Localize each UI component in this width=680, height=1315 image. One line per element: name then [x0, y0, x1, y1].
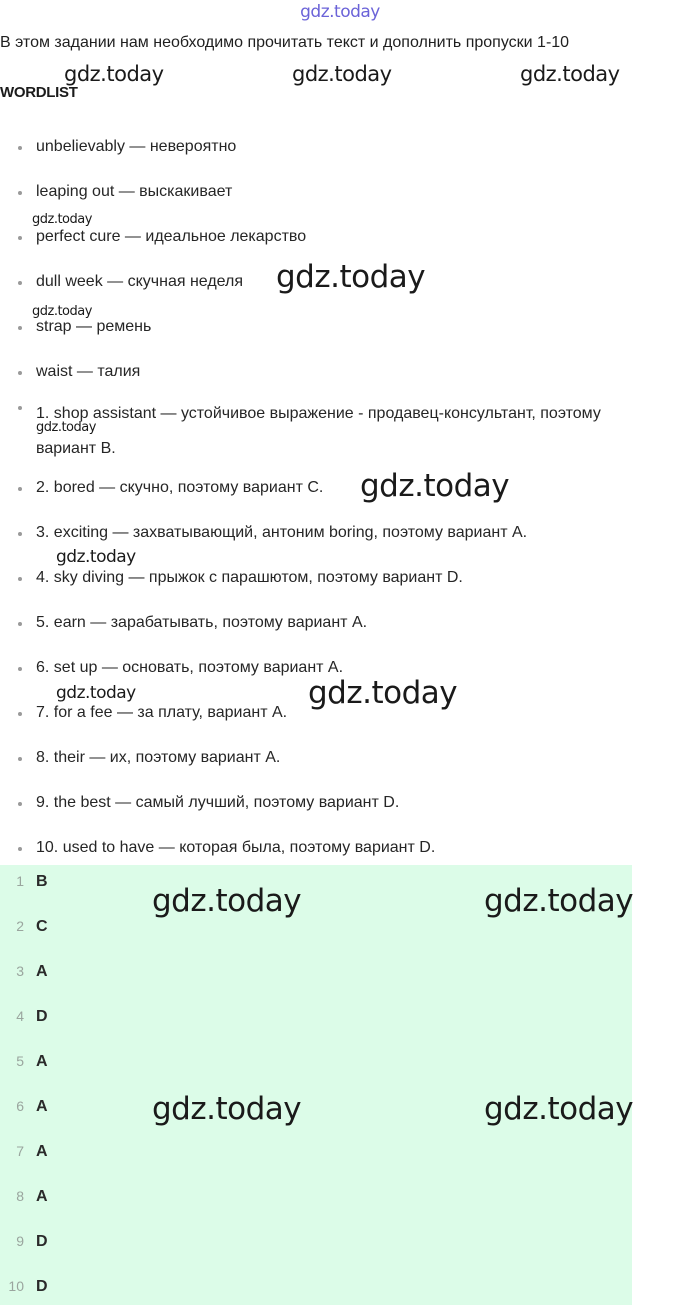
- row-number: 1: [16, 873, 24, 889]
- wordlist-heading: WORDLIST: [0, 84, 78, 101]
- answer-value: A: [36, 1188, 48, 1205]
- answer-value: A: [36, 1053, 48, 1070]
- table-row: [0, 865, 632, 910]
- watermark: gdz.today: [292, 62, 392, 86]
- list-item: 10. used to have — которая была, поэтому вариант D.: [18, 837, 658, 859]
- row-number: 7: [16, 1143, 24, 1159]
- answer-table: [0, 865, 632, 1305]
- watermark: gdz.today: [32, 304, 92, 319]
- watermark: gdz.today: [152, 1091, 302, 1127]
- list-item: perfect cure — идеальное лекарство: [18, 226, 658, 248]
- table-row: [0, 1180, 632, 1225]
- table-row: [0, 910, 632, 955]
- watermark: gdz.today: [56, 683, 136, 703]
- table-row: [0, 1135, 632, 1180]
- list-item: unbelievably — невероятно: [18, 136, 658, 158]
- watermark: gdz.today: [56, 547, 136, 567]
- watermark: gdz.today: [484, 1091, 634, 1127]
- list-item: 8. their — их, поэтому вариант A.: [18, 747, 658, 769]
- list-item: strap — ремень: [18, 316, 658, 338]
- table-row: [0, 955, 632, 1000]
- row-number: 9: [16, 1233, 24, 1249]
- answer-value: B: [36, 873, 48, 890]
- row-number: 3: [16, 963, 24, 979]
- watermark: gdz.today: [520, 62, 620, 86]
- watermark: gdz.today: [36, 420, 96, 435]
- watermark: gdz.today: [64, 62, 164, 86]
- row-number: 10: [8, 1278, 24, 1294]
- row-number: 6: [16, 1098, 24, 1114]
- table-row: [0, 1000, 632, 1045]
- site-logo[interactable]: gdz.today: [300, 2, 380, 22]
- list-item: leaping out — выскакивает: [18, 181, 658, 203]
- list-item: waist — талия: [18, 361, 658, 383]
- row-number: 2: [16, 918, 24, 934]
- row-number: 4: [16, 1008, 24, 1024]
- list-item: 4. sky diving — прыжок с парашютом, поэтому вариант D.: [18, 567, 658, 589]
- list-item: 3. exciting — захватывающий, антоним boring, поэтому вариант A.: [18, 522, 658, 544]
- list-item: 7. for a fee — за плату, вариант A.: [18, 702, 658, 724]
- list-item: 9. the best — самый лучший, поэтому вариант D.: [18, 792, 658, 814]
- watermark: gdz.today: [484, 883, 634, 919]
- row-number: 5: [16, 1053, 24, 1069]
- table-row: [0, 1090, 632, 1135]
- table-row: [0, 1045, 632, 1090]
- watermark: gdz.today: [360, 468, 510, 504]
- answer-value: D: [36, 1278, 48, 1295]
- watermark: gdz.today: [152, 883, 302, 919]
- list-item: 1. shop assistant — устойчивое выражение - продавец-консультант, поэтому вариант B.: [18, 396, 658, 466]
- watermark: gdz.today: [32, 212, 92, 227]
- intro-text: В этом задании нам необходимо прочитать текст и дополнить пропуски 1-10: [0, 34, 570, 51]
- list-item: 2. bored — скучно, поэтому вариант C.: [18, 477, 658, 499]
- watermark: gdz.today: [308, 675, 458, 711]
- table-row: [0, 1225, 632, 1270]
- list-item: 5. earn — зарабатывать, поэтому вариант A.: [18, 612, 658, 634]
- list-item: 6. set up — основать, поэтому вариант A.: [18, 657, 658, 679]
- answer-value: A: [36, 1143, 48, 1160]
- answer-value: A: [36, 1098, 48, 1115]
- row-number: 8: [16, 1188, 24, 1204]
- answer-value: A: [36, 963, 48, 980]
- list-item: dull week — скучная неделя: [18, 271, 658, 293]
- table-row: [0, 1270, 632, 1315]
- watermark: gdz.today: [276, 259, 426, 295]
- answer-value: C: [36, 918, 48, 935]
- answer-value: D: [36, 1233, 48, 1250]
- answer-value: D: [36, 1008, 48, 1025]
